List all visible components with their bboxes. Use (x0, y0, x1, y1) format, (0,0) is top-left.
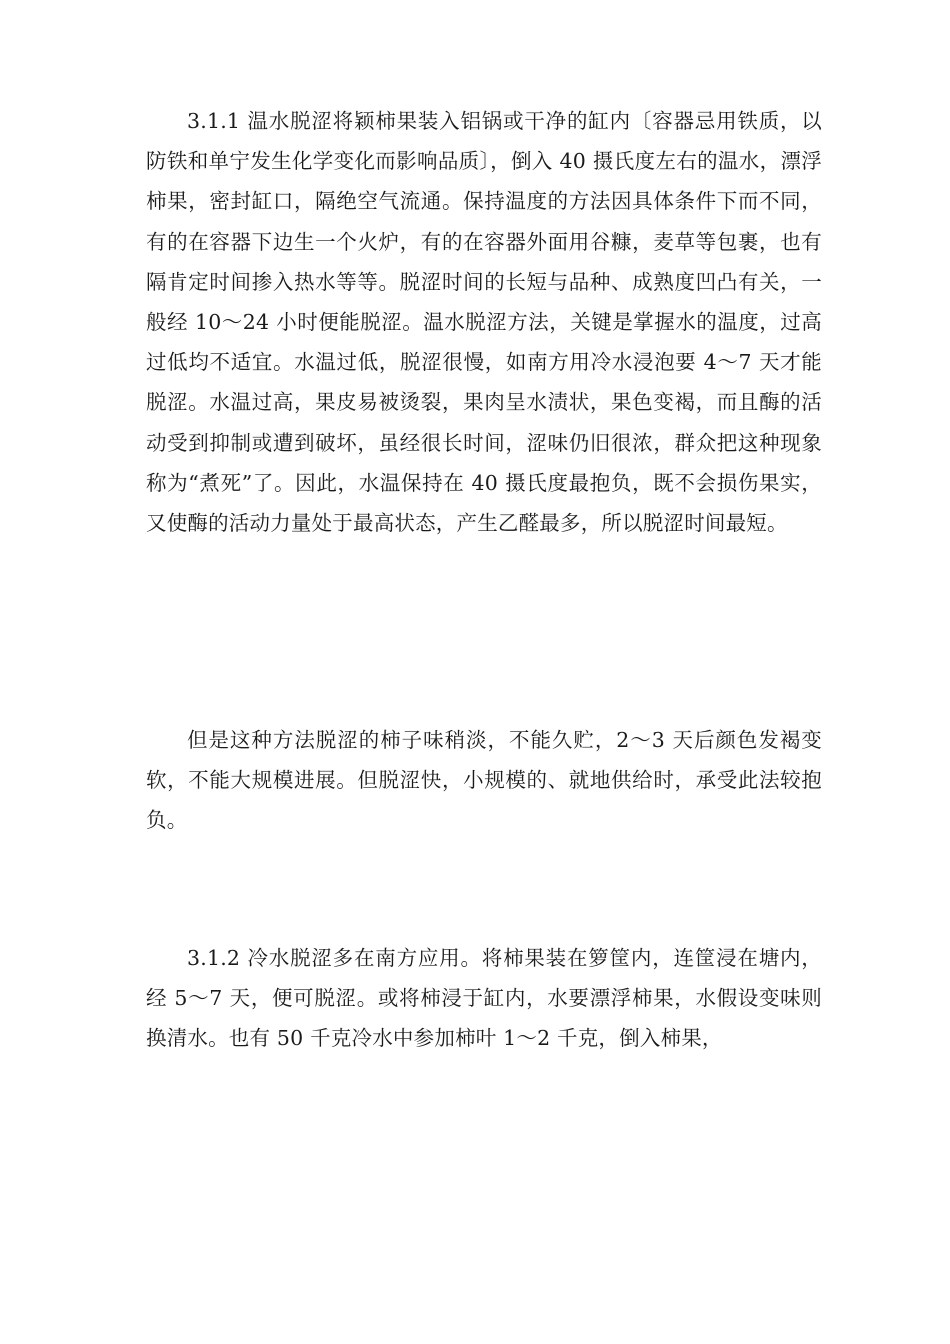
paragraph-method-drawbacks: 但是这种方法脱涩的柿子味稍淡，不能久贮，2～3 天后颜色发褐变软，不能大规模进展。但脱涩快，小规模的、就地供给时，承受此法较抱负。 (146, 728, 822, 833)
paragraph-warm-water-deastringency: 3.1.1 温水脱涩将颖柿果装入铝锅或干净的缸内〔容器忌用铁质，以防铁和单宁发生化学变化而影响品质〕，倒入 40 摄氏度左右的温水，漂浮柿果，密封缸口，隔绝空气流通。保持温度的方法因具体条件下而不同，有的在容器下边生一个火炉，有的在容器外面用谷糠，麦草等包裹，也有隔肯定时间掺入热水等等。脱涩时间的长短与品种、成熟度凹凸有关，一般经 10～24 小时便能脱涩。温水脱涩方法，关键是掌握水的温度，过高过低均不适宜。水温过低，脱涩很慢，如南方用冷水浸泡要 4～7 天才能脱涩。水温过高，果皮易被烫裂，果肉呈水渍状，果色变褐，而且酶的活动受到抑制或遭到破坏，虽经很长时间，涩味仍旧很浓，群众把这种现象称为“煮死”了。因此，水温保持在 40 摄氏度最抱负，既不会损伤果实，又使酶的活动力量处于最高状态，产生乙醛最多，所以脱涩时间最短。 (146, 109, 822, 536)
paragraph-cold-water-deastringency: 3.1.2 冷水脱涩多在南方应用。将柿果装在箩筐内，连筐浸在塘内，经 5～7 天，便可脱涩。或将柿浸于缸内，水要漂浮柿果，水假设变味则换清水。也有 50 千克冷水中参加柿叶 1～2 千克，倒入柿果， (146, 946, 822, 1051)
